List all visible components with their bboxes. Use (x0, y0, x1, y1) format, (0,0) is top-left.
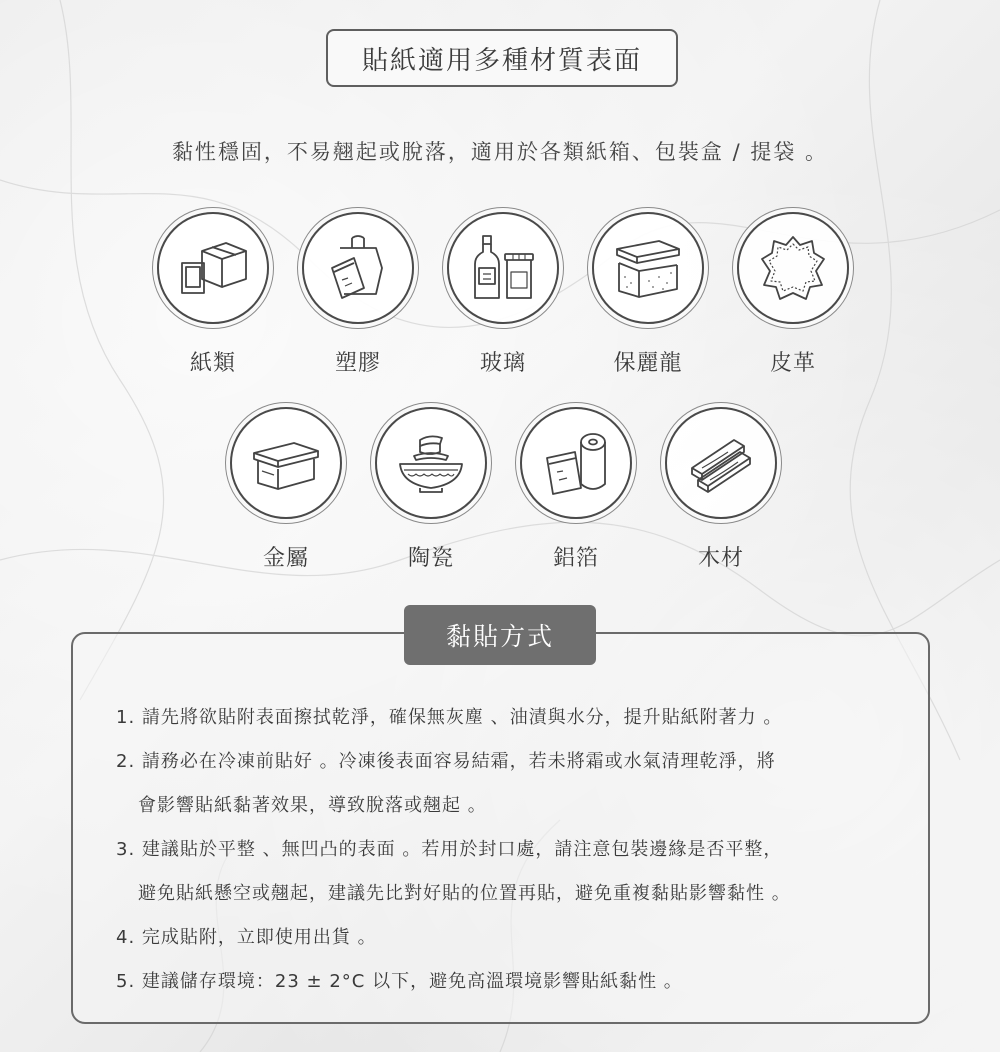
material-aluminum (516, 407, 636, 572)
glass-bottle-icon (447, 212, 559, 324)
material-label: 皮革 (769, 351, 816, 376)
step-5: 5. 建議儲存環境：23 ± 2°C 以下，避免高溫環境影響貼紙黏性 。 (116, 971, 683, 992)
step-2: 2. 請務必在冷凍前貼好 。冷凍後表面容易結霜，若未將霜或水氣清理乾淨，將 (116, 751, 776, 772)
material-ceramic (371, 407, 491, 572)
material-label: 塑膠 (334, 351, 381, 376)
metal-box-icon (230, 407, 342, 519)
material-leather (733, 212, 853, 377)
material-label: 木材 (697, 546, 744, 571)
step-2-continued: 會影響貼紙黏著效果，導致脫落或翹起 。 (138, 795, 487, 816)
paper-box-icon (157, 212, 269, 324)
material-paper (153, 212, 273, 377)
material-label: 金屬 (262, 546, 309, 571)
material-wood (661, 407, 781, 572)
page-title: 貼紙適用多種材質表面 (326, 29, 678, 87)
method-steps (116, 700, 916, 1000)
material-label: 玻璃 (479, 351, 526, 376)
subtitle: 黏性穩固，不易翹起或脫落，適用於各類紙箱、包裝盒 / 提袋 。 (171, 140, 829, 164)
ceramic-bowl-icon (375, 407, 487, 519)
material-label: 陶瓷 (407, 546, 454, 571)
styrofoam-box-icon (592, 212, 704, 324)
material-label: 紙類 (189, 351, 236, 376)
step-3: 3. 建議貼於平整 、無凹凸的表面 。若用於封口處，請注意包裝邊緣是否平整， (116, 839, 783, 860)
step-4: 4. 完成貼附，立即使用出貨 。 (116, 927, 377, 948)
plastic-bag-icon (302, 212, 414, 324)
material-plastic (298, 212, 418, 377)
material-metal (226, 407, 346, 572)
step-1: 1. 請先將欲貼附表面擦拭乾淨，確保無灰塵 、油漬與水分，提升貼紙附著力 。 (116, 707, 783, 728)
material-styrofoam (588, 212, 708, 377)
aluminum-foil-icon (520, 407, 632, 519)
method-heading: 黏貼方式 (404, 605, 596, 665)
wood-planks-icon (665, 407, 777, 519)
material-label: 鋁箔 (552, 546, 599, 571)
material-glass (443, 212, 563, 377)
leather-icon (737, 212, 849, 324)
step-3-continued: 避免貼紙懸空或翹起，建議先比對好貼的位置再貼，避免重複黏貼影響黏性 。 (138, 883, 791, 904)
material-label: 保麗龍 (613, 351, 683, 376)
